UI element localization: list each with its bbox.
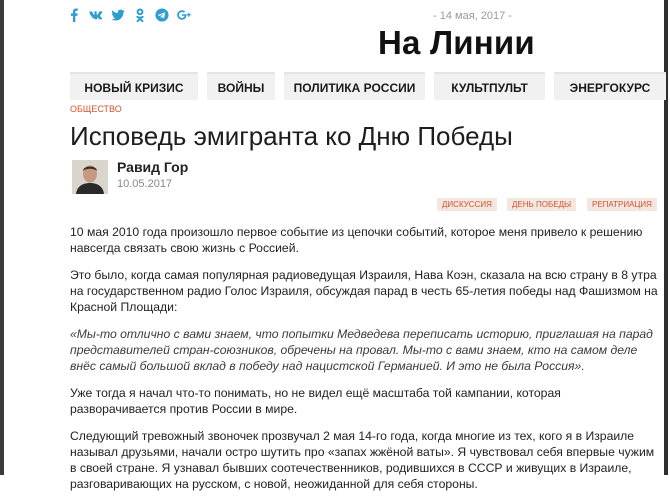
tag-discussion[interactable]: ДИСКУССИЯ: [437, 198, 497, 211]
quote-paragraph: «Мы-то отлично с вами знаем, что попытки Медведева переписать историю, приглашая на парад представителей стран-союзников, обречены на провал. Мы-то с вами знаем, кто на самом деле внёс самый большой вклад в победу над нацистской Германией. И это не была Россия».: [70, 327, 653, 373]
nav-item-new-crisis[interactable]: НОВЫЙ КРИЗИС: [70, 72, 198, 100]
nav-item-russia-politics[interactable]: ПОЛИТИКА РОССИИ: [284, 72, 425, 100]
social-icons: [66, 7, 191, 23]
tag-victory-day[interactable]: ДЕНЬ ПОБЕДЫ: [507, 198, 576, 211]
article-body: [70, 224, 660, 503]
tag-repatriation[interactable]: РЕПАТРИАЦИЯ: [587, 198, 657, 211]
author-avatar[interactable]: [72, 160, 108, 194]
article-title: Исповедь эмигранта ко Дню Победы: [70, 121, 513, 151]
header-date: - 14 мая, 2017 -: [433, 10, 512, 22]
author-name[interactable]: Равид Гор: [117, 159, 189, 175]
article-rubric[interactable]: ОБЩЕСТВО: [70, 104, 122, 114]
nav-item-energokurs[interactable]: ЭНЕРГОКУРС: [554, 72, 666, 100]
nav-item-kultpult[interactable]: КУЛЬТПУЛЬТ: [434, 72, 545, 100]
paragraph: Это было, когда самая популярная радиоведущая Израиля, Нава Коэн, сказала на всю страну в 8 утра на государственном радио Голос Израиля, обсуждая парад в честь 65-летия победы над Фашизмом на Красной Площади:: [70, 268, 658, 314]
nav-item-wars[interactable]: ВОЙНЫ: [207, 72, 275, 100]
main-nav: [70, 72, 666, 100]
publish-date: 10.05.2017: [117, 178, 173, 190]
twitter-icon[interactable]: [110, 7, 125, 22]
paragraph: Уже тогда я начал что-то понимать, но не видел ещё масштаба той кампании, которая разворачивается против России в мире.: [70, 386, 561, 416]
google-plus-icon[interactable]: [176, 7, 191, 22]
paragraph: 10 мая 2010 года произошло первое событие из цепочки событий, которое меня привело к решению навсегда связать свою жизнь с Россией.: [70, 225, 643, 255]
paragraph: Следующий тревожный звоночек прозвучал 2 мая 14-го года, когда многие из тех, кого я в Израиле называл друзьями, начали остро шутить про «запах жжёной ваты». Я чувствовал себя впервые чужим в своей стране. Я узнавал бывших соотечественников, родившихся в СССР и живущих в Израиле, разговаривающих на русском, с новой, неожиданной для себя стороны.: [70, 429, 655, 491]
odnoklassniki-icon[interactable]: [132, 7, 147, 22]
left-border: [0, 0, 4, 475]
vk-icon[interactable]: [88, 7, 103, 22]
facebook-icon[interactable]: [66, 7, 81, 22]
site-logo[interactable]: На Линии: [378, 24, 535, 61]
telegram-icon[interactable]: [154, 7, 169, 22]
